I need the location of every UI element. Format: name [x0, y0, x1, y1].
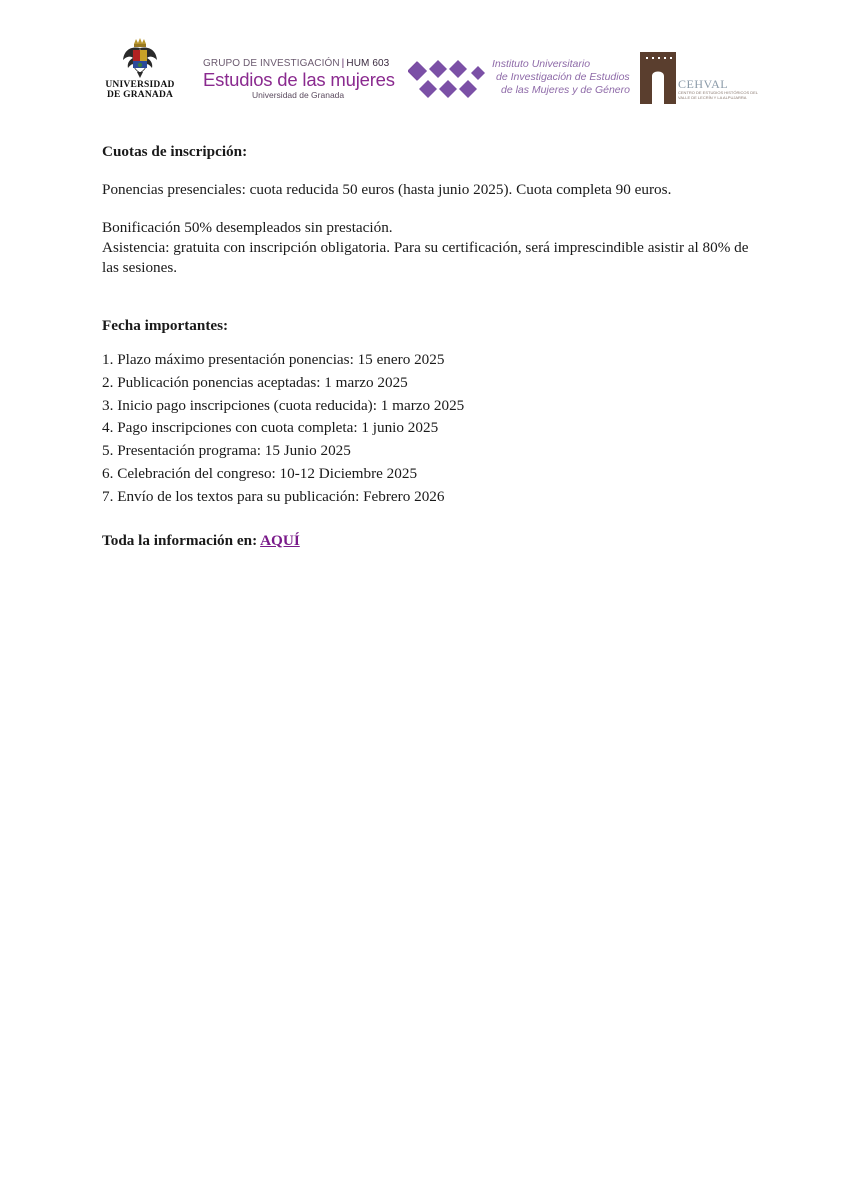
research-group-university: Universidad de Granada — [252, 90, 345, 100]
university-name-line2: DE GRANADA — [106, 90, 174, 100]
document-body — [102, 142, 752, 551]
date-item: 2. Publicación ponencias aceptadas: 1 marzo 2025 — [102, 373, 408, 391]
institute-name-line2: de Investigación de Estudios — [496, 71, 630, 83]
fees-in-person-text: Ponencias presenciales: cuota reducida 50 euros (hasta junio 2025). Cuota completa 90 euros. — [102, 181, 672, 198]
cehval-logo — [640, 52, 770, 106]
institute-name-line1: Instituto Universitario — [492, 58, 591, 70]
date-item: 7. Envío de los textos para su publicación: Febrero 2026 — [102, 487, 445, 505]
date-item: 6. Celebración del congreso: 10-12 Diciembre 2025 — [102, 464, 418, 482]
date-item: 5. Presentación programa: 15 Junio 2025 — [102, 442, 351, 460]
date-item: 4. Pago inscripciones con cuota completa: 1 junio 2025 — [102, 419, 439, 437]
university-coat-of-arms-icon — [121, 38, 159, 78]
institute-name-line3: de las Mujeres y de Género — [501, 84, 630, 96]
important-dates-list — [102, 349, 752, 509]
logo-header — [0, 0, 845, 120]
cehval-subtitle: CENTRO DE ESTUDIOS HISTÓRICOS DEL VALLE DE LECRÍN Y LA ALPUJARRA — [678, 90, 758, 100]
iuem-institute-logo — [408, 56, 630, 102]
research-group-label: GRUPO DE INVESTIGACIÓN — [203, 58, 340, 69]
date-item: 1. Plazo máximo presentación ponencias: 15 enero 2025 — [102, 351, 445, 368]
separator-bar: | — [341, 58, 345, 69]
universidad-granada-logo — [104, 38, 176, 102]
date-item: 3. Inicio pago inscripciones (cuota reducida): 1 marzo 2025 — [102, 396, 465, 414]
dates-heading: Fecha importantes: — [102, 317, 229, 334]
hum603-research-group-logo — [203, 58, 395, 104]
diamond-pattern-icon — [408, 58, 488, 102]
research-group-name: Estudios de las mujeres — [203, 69, 395, 90]
cehval-name: CEHVAL — [678, 77, 729, 91]
fees-heading: Cuotas de inscripción: — [102, 143, 248, 160]
fees-discount-text: Bonificación 50% desempleados sin prestación. — [102, 219, 393, 236]
info-label: Toda la información en: — [102, 531, 258, 549]
fees-attendance-text: Asistencia: gratuita con inscripción obligatoria. Para su certificación, será imprescindible asistir al 80% de las sesiones. — [102, 239, 749, 276]
info-line — [102, 531, 752, 551]
info-link[interactable]: AQUÍ — [260, 531, 300, 549]
arch-gate-icon — [640, 52, 676, 104]
research-group-code: HUM 603 — [346, 58, 390, 69]
university-name-line1: UNIVERSIDAD — [105, 80, 175, 90]
